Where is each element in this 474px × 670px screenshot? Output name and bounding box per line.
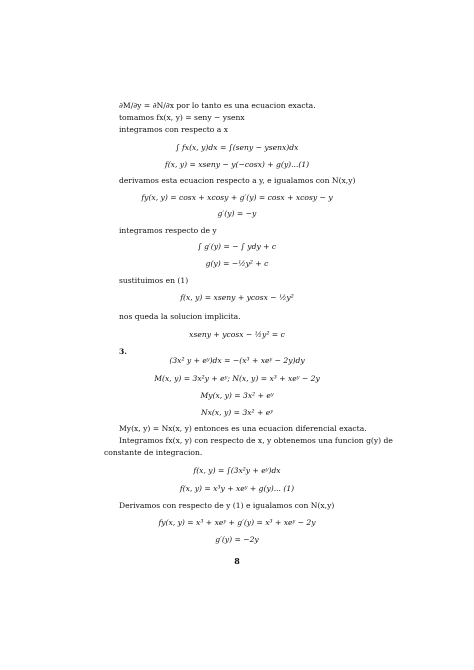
text-line: integramos con respecto a x xyxy=(119,125,228,134)
equation: ∫ fx(x, y)dx = ∫(seny − ysenx)dx xyxy=(175,143,299,152)
equation: f(x, y) = xseny + ycosx − ½y² xyxy=(180,293,294,302)
section-number: 3. xyxy=(119,347,127,356)
equation: M(x, y) = 3x²y + eʸ; N(x, y) = x³ + xeʸ − 2y xyxy=(154,374,320,383)
equation: f(x, y) = xseny − y(−cosx) + g(y)...(1) xyxy=(164,160,310,169)
equation: g′(y) = −y xyxy=(217,209,257,218)
equation: Nx(x, y) = 3x² + eʸ xyxy=(201,408,273,417)
equation: fy(x, y) = cosx + xcosy + g′(y) = cosx + xcosy − y xyxy=(141,193,333,202)
text-line: Derivamos con respecto de y (1) e igualamos con N(x,y) xyxy=(119,501,335,510)
page-number: 8 xyxy=(234,556,240,566)
text-line: My(x, y) = Nx(x, y) entonces es una ecuacion diferencial exacta. xyxy=(119,424,367,433)
text-line: sustituimos en (1) xyxy=(119,276,189,285)
equation: g′(y) = −2y xyxy=(215,535,259,544)
text-line: tomamos fx(x, y) = seny − ysenx xyxy=(119,113,245,122)
equation: f(x, y) = ∫(3x²y + eʸ)dx xyxy=(193,466,281,475)
equation: xseny + ycosx − ½y² = c xyxy=(189,330,285,339)
equation: fy(x, y) = x³ + xeʸ + g′(y) = x³ + xeʸ − 2y xyxy=(158,518,316,527)
text-line: nos queda la solucion implicita. xyxy=(119,312,241,321)
equation: ∫ g′(y) = − ∫ ydy + c xyxy=(197,242,277,251)
equation: (3x² y + eʸ)dx = −(x³ + xeʸ − 2y)dy xyxy=(169,356,305,365)
text-line: derivamos esta ecuacion respecto a y, e igualamos con N(x,y) xyxy=(119,176,356,185)
text-line: ∂M/∂y = ∂N/∂x por lo tanto es una ecuacion exacta. xyxy=(119,101,316,110)
equation: My(x, y) = 3x² + eʸ xyxy=(200,391,274,400)
equation: g(y) = −½y² + c xyxy=(205,259,269,268)
text-line: Integramos fx(x, y) con respecto de x, y obtenemos una funcion g(y) de xyxy=(119,436,393,445)
text-line: integramos respecto de y xyxy=(119,226,217,235)
equation: f(x, y) = x³y + xeʸ + g(y)... (1) xyxy=(179,484,295,493)
text-line: constante de integracion. xyxy=(104,448,203,457)
